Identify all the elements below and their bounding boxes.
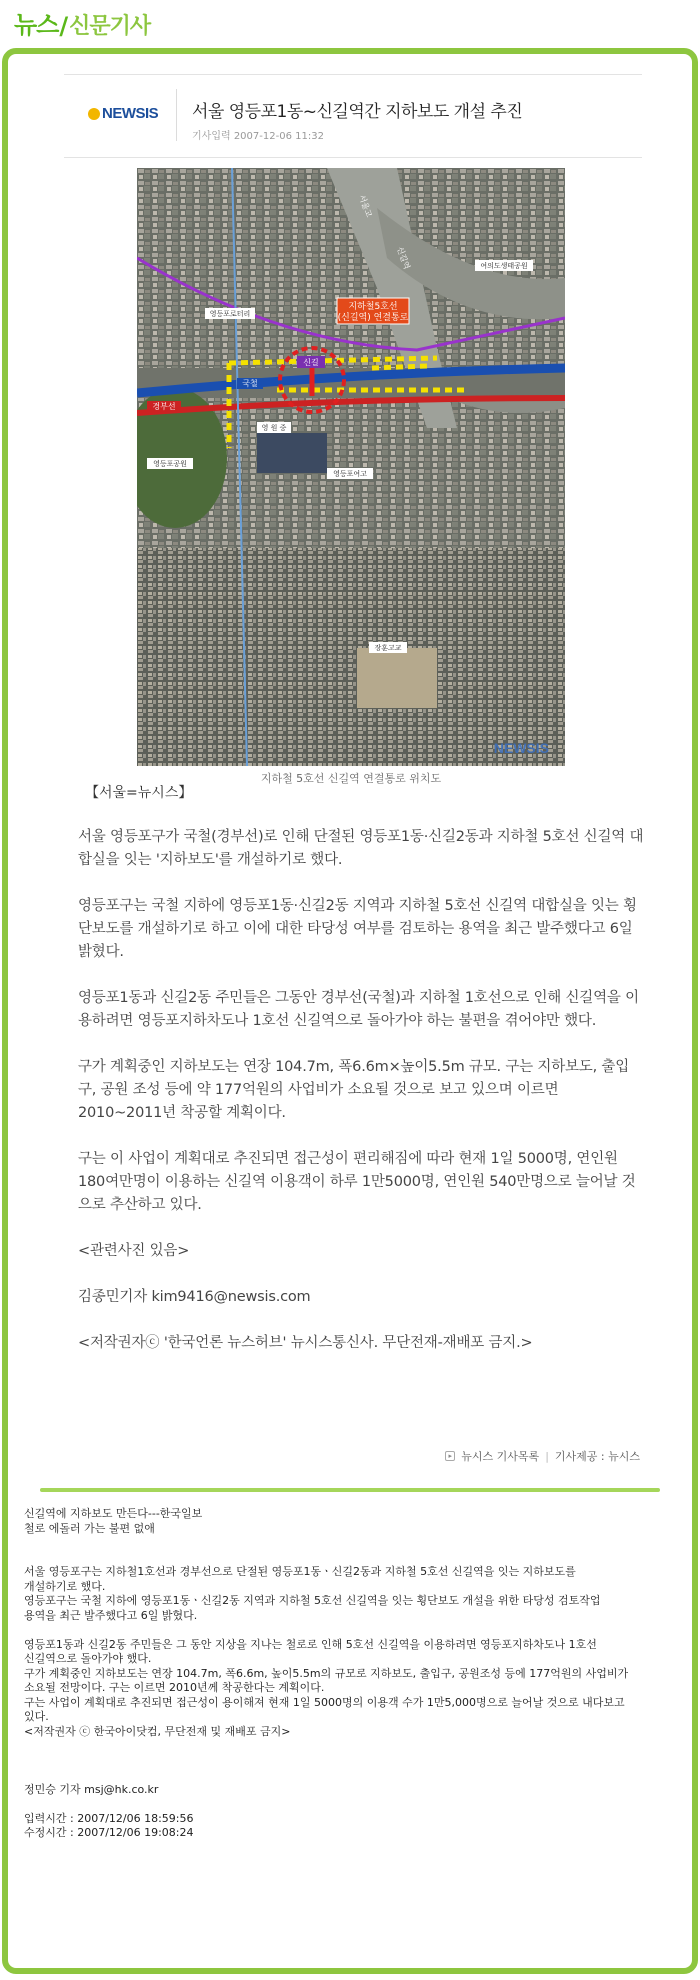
aerial-map [137,168,565,766]
logo-sub: 신문기사 [69,14,151,39]
article-dateline: 【서울=뉴시스】 [85,785,193,801]
gyeongbu-label: 경부선 [152,402,176,411]
text-line: <저작권자 ⓒ 한국아이닷컴, 무단전재 및 재배포 금지> [24,1724,291,1738]
blank-line [24,1536,684,1551]
site-logo[interactable] [14,8,150,40]
tunnel-label-1: 지하철5호선 [348,302,398,312]
section-divider [40,1488,660,1492]
article-body [78,826,644,1378]
road2-label: 신길역 [395,245,412,271]
paragraph: 서울 영등포구가 국철(경부선)로 인해 단절된 영등포1동·신길2동과 지하철 5호선 신길역 대합실을 잇는 '지하보도'를 개설하기로 했다. [78,829,644,868]
rotary-label: 영등포로터리 [209,310,251,318]
source-list-link[interactable]: 뉴시스 기사목록 [461,1450,540,1463]
paragraph: 구는 이 사업이 계획대로 추진되면 접근성이 편리해짐에 따라 현재 1일 5000명, 연인원 180여만명이 이용하는 신길역 이용객이 하루 1만5000명, 연인원 540만명으로 늘어날 것으로 추산하고 있다. [78,1151,636,1213]
school2-label: 장훈고교 [374,644,402,652]
photo-caption: 지하철 5호선 신길역 연결통로 위치도 [260,772,442,785]
article-photo [137,168,565,766]
text-line: 정민승 기자 msj@hk.co.kr [24,1782,159,1796]
blank-line [24,1768,684,1783]
text-line: 소요될 전망이다. 구는 이르면 2010년께 착공한다는 계획이다. [24,1681,325,1694]
text-line: 신길역으로 돌아가야 했다. [24,1652,152,1665]
paragraph: 영등포1동과 신길2동 주민들은 그동안 경부선(국철)과 지하철 1호선으로 인해 신길역을 이용하려면 영등포지하차도나 1호선 신길역으로 돌아가야 하는 불편을 겪어야만 했다. [78,990,639,1029]
blank-line [24,1739,684,1754]
article-date: 기사입력 2007-12-06 11:32 [192,131,324,142]
park2-label: 여의도생태공원 [480,262,528,270]
article-header [64,74,642,158]
text-line: 영등포구는 국철 지하에 영등포1동ㆍ신길2동 지역과 지하철 5호선 신길역을 잇는 횡단보도 개설을 위한 타당성 검토작업 [24,1594,601,1607]
newsis-brand: NEWSIS [102,105,159,122]
school1-label: 영등포여고 [333,470,367,478]
blank-line [24,1754,684,1769]
blank-line [24,1623,684,1638]
source-separator: | [545,1449,549,1463]
text-line: 입력시간 : 2007/12/06 18:59:56 [24,1811,194,1825]
text-line: 개설하기로 했다. [24,1579,106,1593]
road1-label: 서울고 [357,193,374,219]
blank-line [24,1797,684,1812]
related-photo-note: <관련사진 있음> [78,1243,190,1259]
hall-label: 영 원 중 [261,424,287,432]
copyright-notice: <저작권자ⓒ '한국언론 뉴스허브' 뉴시스통신사. 무단전재-재배포 금지.> [78,1335,533,1351]
text-line: 있다. [24,1710,49,1723]
text-line: 수정시간 : 2007/12/06 19:08:24 [24,1826,194,1839]
text-line: 영등포1동과 신길2동 주민들은 그 동안 지상을 지나는 철로로 인해 5호선 신길역을 이용하려면 영등포지하차도나 1호선 [24,1637,597,1651]
dense-housing [137,548,565,766]
source-provider: 기사제공 : 뉴시스 [554,1450,640,1463]
article-title: 서울 영등포1동~신길역간 지하보도 개설 추진 [192,102,523,122]
text-line: 구가 계획중인 지하보도는 연장 104.7m, 폭6.6m, 높이5.5m의 규모로 지하보도, 출입구, 공원조성 등에 177억원의 사업비가 [24,1666,629,1680]
text-line: 신길역에 지하보도 만든다---한국일보 [24,1507,203,1520]
tunnel-label-2: (신길역) 연결통로 [337,313,409,323]
text-line: 철로 에돌러 가는 불편 없애 [24,1521,155,1535]
logo-main: 뉴스 [14,11,59,39]
blank-line [24,1551,684,1566]
building-block [257,433,327,473]
second-article [24,1507,684,1841]
logo-slash: / [59,12,69,40]
paragraph: 영등포구는 국철 지하에 영등포1동·신길2동 지역과 지하철 5호선 신길역 대합실을 잇는 횡단보도를 개설하기로 하고 이에 대한 타당성 여부를 검토하는 용역을 최근 발주했다고 6일 밝혔다. [78,898,637,960]
school-field [357,648,437,708]
reporter-byline: 김종민기자 kim9416@newsis.com [78,1289,311,1305]
text-line: 용역을 최근 발주했다고 6일 밝혔다. [24,1608,198,1622]
list-icon: ▸ [445,1451,455,1461]
newsis-logo [88,105,158,122]
source-line [445,1448,640,1464]
text-line: 구는 사업이 계획대로 추진되면 접근성이 용이해져 현재 1일 5000명의 이용객 수가 1만5,000명으로 늘어날 것으로 내다보고 [24,1695,625,1709]
park1-label: 영등포공원 [153,460,187,468]
paragraph: 구가 계획중인 지하보도는 연장 104.7m, 폭6.6m×높이5.5m 규모. 구는 지하보도, 출입구, 공원 조성 등에 약 177억원의 사업비가 소요될 것으로 보고 있으며 이르면 2010~2011년 착공할 계획이다. [78,1059,630,1121]
watermark-label: NEWSIS [493,740,549,756]
newsis-dot-icon [88,108,100,120]
header-divider [176,89,177,141]
singil-label: 신길 [303,358,319,367]
gukcheol-label: 국철 [242,379,258,388]
text-line: 서울 영등포구는 지하철1호선과 경부선으로 단절된 영등포1동ㆍ신길2동과 지하철 5호선 신길역을 잇는 지하보도를 [24,1565,576,1578]
